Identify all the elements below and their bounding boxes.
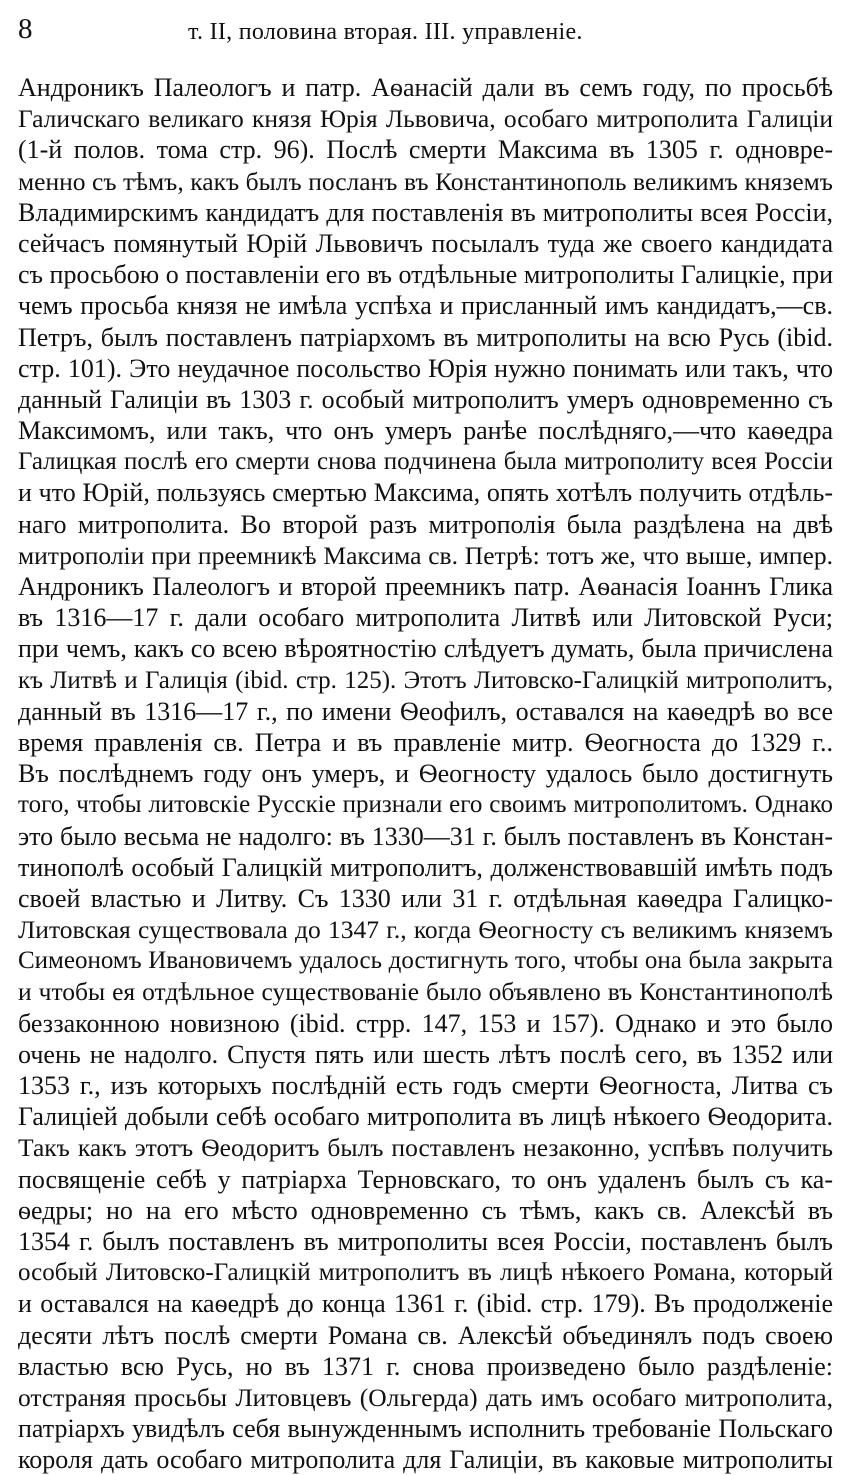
text-line: патріархъ увидѣлъ себя вынужденнымъ исполнить требованіе Польскаго	[18, 1414, 833, 1444]
text-line: посвященіе себѣ у патріарха Терновскаго, то онъ удаленъ былъ съ ка-	[18, 1164, 833, 1194]
text-line: наго митрополита. Во второй разъ митрополія была раздѣлена на двѣ	[18, 509, 833, 539]
text-line: Галицкая послѣ его смерти снова подчинена была митрополиту всея Россіи	[18, 448, 833, 476]
text-line: очень не надолго. Спустя пять или шесть лѣтъ послѣ сего, въ 1352 или	[18, 1039, 833, 1069]
text-line: и оставался на каѳедрѣ до конца 1361 г. (ibid. стр. 179). Въ продолженіе	[18, 1289, 833, 1319]
running-head-title: т. II, половина вторая. III. управленіе.	[188, 19, 583, 45]
text-line: отстраняя просьбы Литовцевъ (Ольгерда) дать имъ особаго митрополита,	[18, 1382, 833, 1412]
text-line: и что Юрій, пользуясь смертью Максима, опять хотѣлъ получить отдѣль-	[18, 478, 833, 508]
text-line: ѳедры; но на его мѣсто одновременно съ тѣмъ, какъ св. Алексѣй въ	[18, 1195, 833, 1225]
text-line: и чтобы ея отдѣльное существованіе было объявлено въ Константинополѣ	[18, 977, 833, 1007]
text-line: данный въ 1316—17 г., по имени Ѳеофилъ, оставался на каѳедрѣ во все	[18, 696, 833, 726]
text-line: Андроникъ Палеологъ и второй преемникъ патр. Аѳанасія Іоаннъ Глика	[18, 572, 833, 601]
text-line: (1-й полов. тома стр. 96). Послѣ смерти Максима въ 1305 г. одновре-	[18, 135, 833, 165]
text-line: особый Литовско-Галицкій митрополитъ въ лицѣ нѣкоего Романа, который	[18, 1259, 833, 1287]
text-line: къ Литвѣ и Галиція (ibid. стр. 125). Этотъ Литовско-Галицкій митрополитъ,	[18, 666, 833, 694]
running-head	[18, 10, 833, 46]
text-line: Литовская существовала до 1347 г., когда Ѳеогносту съ великимъ княземъ	[18, 915, 833, 945]
text-line: Въ послѣднемъ году онъ умеръ, и Ѳеогносту удалось было достигнуть	[18, 759, 833, 789]
text-line: время правленія св. Петра и въ правленіе митр. Ѳеогноста до 1329 г..	[18, 727, 833, 757]
text-line: менно съ тѣмъ, какъ былъ посланъ въ Константинополь великимъ княземъ	[18, 166, 833, 196]
text-line: Галичскаго великаго князя Юрія Львовича, особаго митрополита Галиціи	[18, 104, 833, 134]
text-line: Симеономъ Ивановичемъ удалось достигнуть того, чтобы она была закрыта	[18, 947, 833, 975]
page-number: 8	[18, 13, 33, 45]
text-line: короля дать особаго митрополита для Галиціи, въ каковые митрополиты	[18, 1445, 833, 1475]
text-line: митрополіи при преемникѣ Максима св. Петрѣ: тотъ же, что выше, импер.	[18, 540, 833, 570]
text-line: тинополѣ особый Галицкій митрополитъ, долженствовавшій имѣть подъ	[18, 852, 833, 882]
text-line: 1353 г., изъ которыхъ послѣдній есть годъ смерти Ѳеогноста, Литва съ	[18, 1071, 833, 1100]
text-line: Андроникъ Палеологъ и патр. Аѳанасій дали въ семъ году, по просьбѣ	[18, 73, 833, 102]
text-line: это было весьма не надолго: въ 1330—31 г. былъ поставленъ въ Констан-	[18, 821, 833, 851]
text-line: 1354 г. былъ поставленъ въ митрополиты всея Россіи, поставленъ былъ	[18, 1226, 833, 1256]
text-line: своей властью и Литву. Съ 1330 или 31 г. отдѣльная каѳедра Галицко-	[18, 883, 833, 913]
text-line: данный Галиціи въ 1303 г. особый митрополитъ умеръ одновременно съ	[18, 384, 833, 414]
text-line: того, чтобы литовскіе Русскіе признали его своимъ митрополитомъ. Однако	[18, 791, 833, 819]
text-line: чемъ просьба князя не имѣла успѣха и присланный имъ кандидатъ,—св.	[18, 291, 833, 321]
text-line: беззаконною новизною (ibid. стрр. 147, 153 и 157). Однако и это было	[18, 1008, 833, 1038]
text-line: при чемъ, какъ со всею вѣроятностію слѣдуетъ думать, была причислена	[18, 634, 833, 664]
text-line: въ 1316—17 г. дали особаго митрополита Литвѣ или Литовской Руси;	[18, 603, 833, 633]
text-line: властью всю Русь, но въ 1371 г. снова произведено было раздѣленіе:	[18, 1351, 833, 1381]
text-line: съ просьбою о поставленіи его въ отдѣльные митрополиты Галицкіе, при	[18, 260, 833, 290]
text-line: стр. 101). Это неудачное посольство Юрія нужно понимать или такъ, что	[18, 353, 833, 383]
text-line: Максимомъ, или такъ, что онъ умеръ ранѣе послѣдняго,—что каѳедра	[18, 416, 833, 446]
text-line: сейчасъ помянутый Юрій Львовичъ посылалъ туда же своего кандидата	[18, 228, 833, 258]
text-line: десяти лѣтъ послѣ смерти Романа св. Алексѣй объединялъ подъ своею	[18, 1320, 833, 1350]
text-line: Такъ какъ этотъ Ѳеодоритъ былъ поставленъ незаконно, успѣвъ получить	[18, 1133, 833, 1163]
text-line: Петръ, былъ поставленъ патріархомъ въ митрополиты на всю Русь (ibid.	[18, 322, 833, 352]
text-line: Владимирскимъ кандидатъ для поставленія въ митрополиты всея Россіи,	[18, 197, 833, 227]
text-line: Галиціей добыли себѣ особаго митрополита въ лицѣ нѣкоего Ѳеодорита.	[18, 1102, 833, 1132]
body-text	[18, 72, 833, 1475]
